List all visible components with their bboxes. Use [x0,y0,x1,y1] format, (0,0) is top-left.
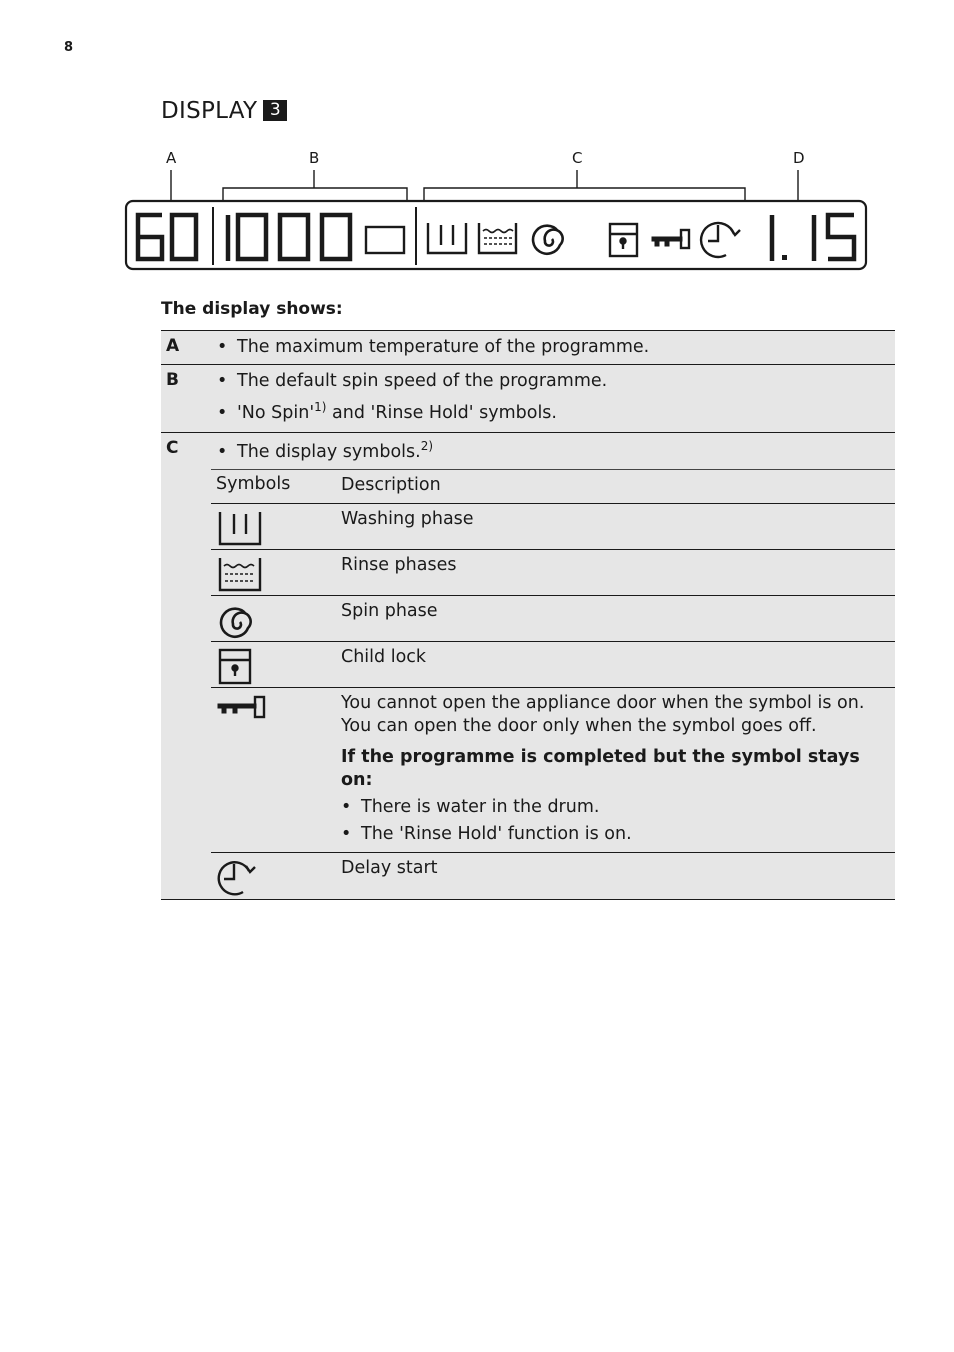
row-key-c: C [166,438,179,458]
display-symbols-text: The display symbols. [237,442,421,462]
delay-start-icon [216,857,258,899]
description-header: Description [341,475,441,495]
row-body-a [211,331,895,364]
table-row [211,852,895,899]
display-table [161,330,895,900]
door-lock-line-1: You cannot open the appliance door when the symbol is on. [341,693,865,713]
symbols-header: Symbols [216,474,291,494]
door-lock-line-2: You can open the door only when the symbol goes off. [341,716,817,736]
rinse-phases-icon [216,554,264,594]
symbols-table-header [211,469,895,503]
rinse-phases-desc: Rinse phases [341,555,457,575]
table-row-a [161,331,895,365]
door-lock-heading: If the programme is completed but the symbol stays on: [341,747,860,790]
child-lock-icon [216,646,256,686]
bullet: • [217,403,228,423]
item-text: The maximum temperature of the programme. [237,337,650,357]
table-row [211,641,895,687]
table-row [211,503,895,549]
symbols-table [211,469,895,899]
list-item [211,331,895,360]
row-key-b: B [166,370,179,390]
spin-phase-desc: Spin phase [341,601,438,621]
list-item [211,433,895,465]
washing-phase-desc: Washing phase [341,509,474,529]
list-item [341,823,887,846]
list-item [211,365,895,394]
figure-number-badge: 3 [263,100,287,121]
list-item [211,394,895,426]
rinse-hold-text: and 'Rinse Hold' symbols. [326,403,557,423]
footnote-ref-1: 1) [314,400,327,414]
table-row [211,687,895,852]
page-number: 8 [64,40,74,55]
section-title-text: DISPLAY [161,98,258,124]
spin-phase-icon [216,600,256,640]
label-d: D [793,149,805,167]
display-shows-heading: The display shows: [161,299,343,319]
item-text [237,439,433,465]
display-diagram [120,145,880,275]
bullet: • [217,371,228,391]
label-b: B [309,149,320,167]
label-c: C [572,149,583,167]
door-lock-icon [216,692,272,722]
row-body-b [211,365,895,432]
door-lock-desc [336,688,895,852]
item-text: The default spin speed of the programme. [237,371,608,391]
list-item [341,796,887,819]
washing-phase-icon [216,508,264,548]
row-key-a: A [166,336,180,356]
table-row-b [161,365,895,433]
item-text [237,400,557,426]
delay-start-desc: Delay start [341,858,438,878]
footnote-ref-2: 2) [420,439,434,453]
table-row [211,549,895,595]
child-lock-desc: Child lock [341,647,427,667]
label-a: A [166,149,177,167]
item-text: The 'Rinse Hold' function is on. [361,824,632,844]
bullet: • [217,337,228,357]
item-text: There is water in the drum. [361,797,600,817]
row-body-c [211,433,895,899]
bullet: • [341,797,352,817]
no-spin-text: 'No Spin' [237,403,315,423]
bullet: • [217,442,228,462]
table-row [211,595,895,641]
bullet: • [341,824,352,844]
table-row-c [161,433,895,899]
section-title [161,98,287,124]
